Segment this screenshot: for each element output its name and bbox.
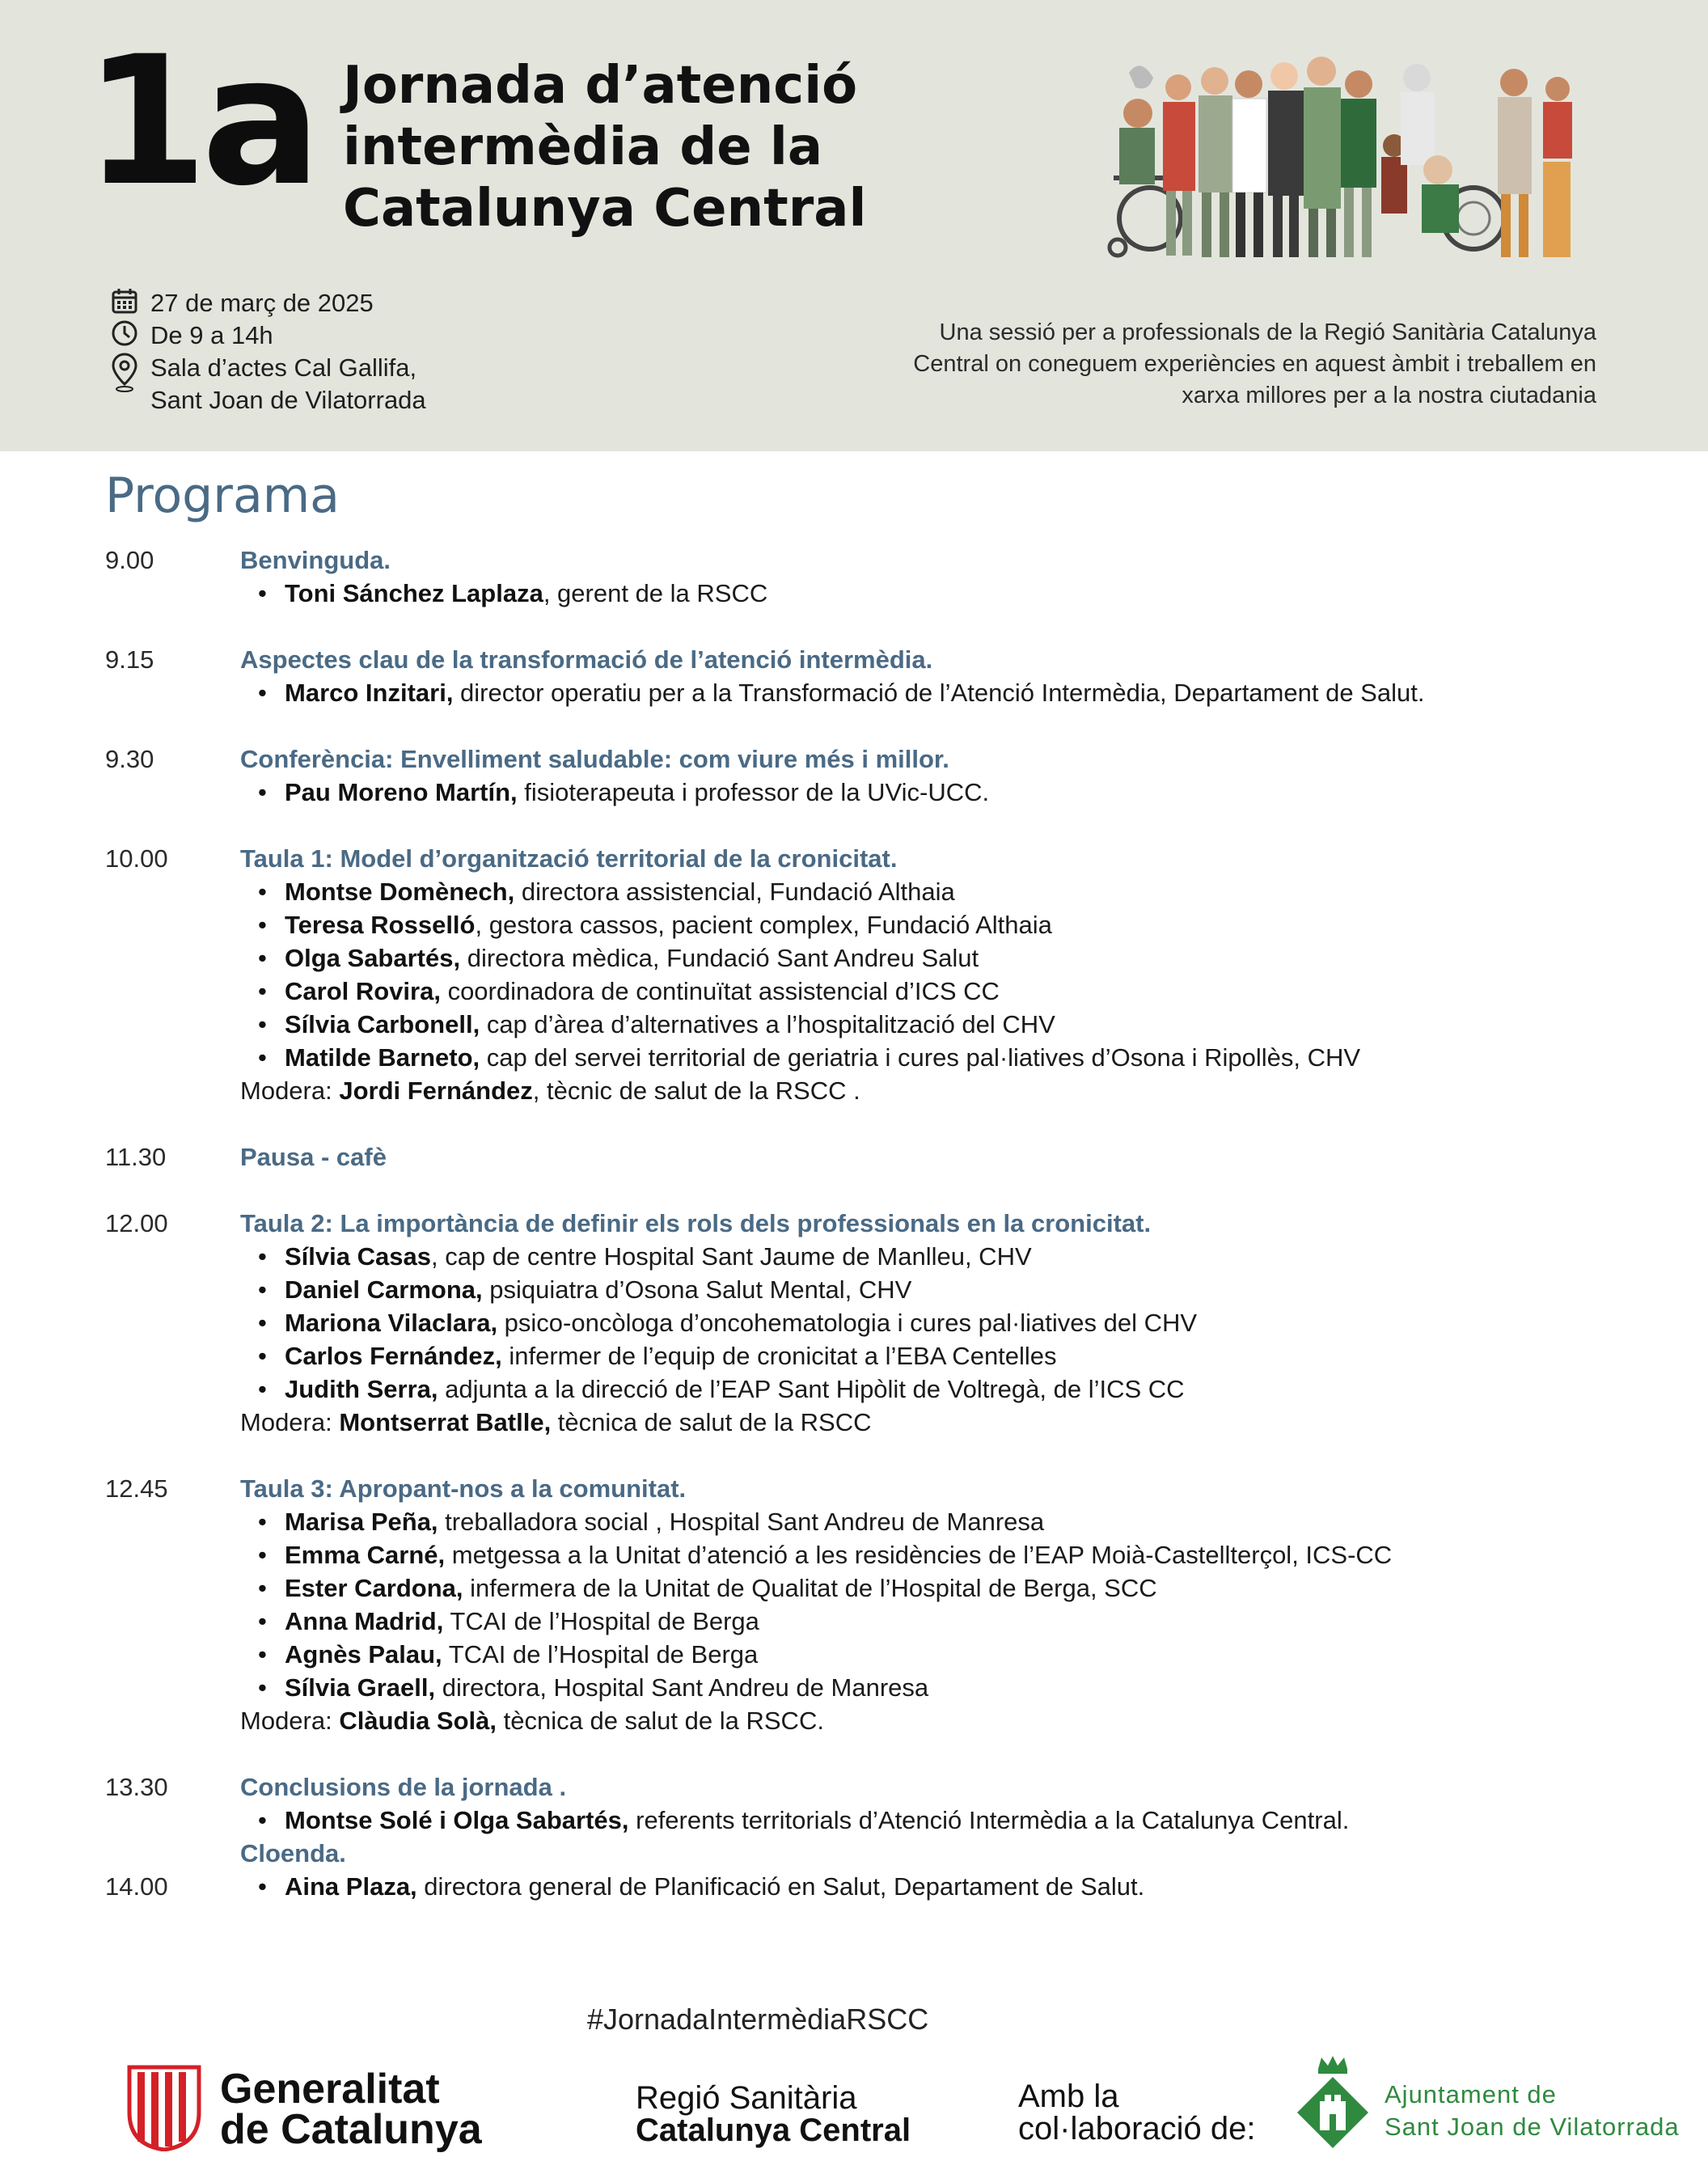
intro-line: Una sessió per a professionals de la Regió Sanitària Catalunya [939, 319, 1596, 345]
speaker-role: coordinadora de continuïtat assistencial d’ICS CC [440, 977, 1000, 1005]
programa-heading: Programa [105, 467, 340, 524]
speaker [240, 1605, 1617, 1638]
speaker-name: Pau Moreno Martín, [285, 778, 518, 806]
item-title: Taula 2: La importància de definir els rols dels professionals en la cronicitat. [240, 1209, 1152, 1237]
item-time: 13.30 [105, 1773, 168, 1801]
program-item [105, 1207, 1617, 1439]
collaboration-line: Amb la [1018, 2079, 1119, 2114]
venue-row [108, 352, 426, 417]
speaker-role: directora general de Planificació en Salut, Departament de Salut. [416, 1872, 1145, 1901]
speaker-name: Judith Serra, [285, 1375, 438, 1403]
speaker-role: infermera de la Unitat de Qualitat de l’Hospital de Berga, SCC [463, 1574, 1157, 1602]
time-row [108, 319, 426, 352]
speaker [240, 577, 1617, 610]
speaker [240, 776, 1617, 809]
generalitat-name [220, 2066, 482, 2153]
item-title: Taula 3: Apropant-nos a la comunitat. [240, 1474, 687, 1503]
speaker-name: Teresa Rosselló [285, 911, 476, 939]
generalitat-logo-icon [126, 2064, 202, 2151]
item-title: Pausa - cafè [240, 1143, 387, 1171]
speaker [240, 975, 1617, 1008]
speaker-role: infermer de l’equip de cronicitat a l’EBA Centelles [501, 1342, 1057, 1370]
event-time: De 9 a 14h [150, 321, 273, 349]
venue-line: Sala d’actes Cal Gallifa, [150, 353, 417, 382]
event-title-line: Catalunya Central [343, 179, 867, 239]
date-row [108, 287, 426, 319]
event-details [108, 287, 426, 417]
speaker [240, 1306, 1617, 1339]
moderator-label: Modera: [240, 1076, 340, 1105]
event-date: 27 de març de 2025 [150, 289, 374, 317]
item-time: 9.30 [105, 745, 154, 773]
ajuntament-name [1385, 2079, 1680, 2143]
people-illustration [1093, 49, 1595, 267]
speaker-role: , gerent de la RSCC [543, 579, 768, 607]
moderator [240, 1074, 1617, 1107]
event-title-line: Jornada d’atenció [343, 56, 858, 116]
speaker-role: adjunta a la direcció de l’EAP Sant Hipòlit de Voltregà, de l’ICS CC [438, 1375, 1185, 1403]
speaker-name: Carol Rovira, [285, 977, 441, 1005]
speaker [240, 1571, 1617, 1605]
program-item [105, 1472, 1617, 1737]
item-title: Cloenda. [240, 1839, 346, 1867]
intro-line: xarxa millores per a la nostra ciutadania [1182, 383, 1596, 408]
moderator-label: Modera: [240, 1707, 340, 1735]
speaker-role: directora, Hospital Sant Andreu de Manresa [435, 1673, 929, 1702]
collaboration-line: col·laboració de: [1018, 2111, 1256, 2147]
footer-logos [0, 2046, 1708, 2174]
item-time: 9.15 [105, 645, 154, 674]
speaker-name: Agnès Palau, [285, 1640, 442, 1669]
speaker [240, 1870, 1617, 1903]
speaker-name: Marco Inzitari, [285, 679, 454, 707]
item-time: 12.00 [105, 1209, 168, 1237]
speaker-role: TCAI de l’Hospital de Berga [443, 1607, 759, 1635]
moderator-role: , tècnic de salut de la RSCC . [532, 1076, 860, 1105]
speaker [240, 1240, 1617, 1273]
speaker-role: psico-oncòloga d’oncohematologia i cures pal·liatives del CHV [497, 1309, 1198, 1337]
event-title-line: intermèdia de la [343, 117, 822, 177]
speaker-name: Montse Domènech, [285, 878, 515, 906]
speaker-name: Montse Solé i Olga Sabartés, [285, 1806, 629, 1834]
speaker-role: director operatiu per a la Transformació de l’Atenció Intermèdia, Departament de Salut. [453, 679, 1425, 707]
intro-text [804, 317, 1596, 412]
intro-line: Central on coneguem experiències en aquest àmbit i treballem en [913, 351, 1596, 377]
speaker-name: Carlos Fernández, [285, 1342, 502, 1370]
speaker-role: , cap de centre Hospital Sant Jaume de Manlleu, CHV [430, 1242, 1032, 1271]
regio-line: Regió Sanitària [636, 2080, 857, 2116]
speaker-role: referents territorials d’Atenció Intermèdia a la Catalunya Central. [628, 1806, 1350, 1834]
item-time: 11.30 [105, 1143, 167, 1171]
speaker-role: treballadora social , Hospital Sant Andreu de Manresa [438, 1508, 1045, 1536]
speaker-role: , gestora cassos, pacient complex, Fundació Althaia [475, 911, 1052, 939]
collaboration-label [1018, 2080, 1256, 2145]
program-item [105, 842, 1617, 1107]
speaker-name: Emma Carné, [285, 1541, 446, 1569]
regio-sanitaria-name [636, 2082, 911, 2147]
item-title: Conferència: Envelliment saludable: com viure més i millor. [240, 745, 949, 773]
generalitat-line: Generalitat [220, 2066, 440, 2113]
item-title: Conclusions de la jornada . [240, 1773, 567, 1801]
speaker [240, 1008, 1617, 1041]
moderator-label: Modera: [240, 1408, 340, 1436]
moderator-name: Jordi Fernández [339, 1076, 533, 1105]
location-pin-icon [108, 352, 141, 383]
header-banner [0, 0, 1708, 451]
speaker [240, 1638, 1617, 1671]
item-time-spacer [105, 1837, 240, 1870]
moderator-role: tècnica de salut de la RSCC. [497, 1707, 824, 1735]
speaker [240, 1804, 1617, 1837]
hashtag: #JornadaIntermèdiaRSCC [587, 2003, 929, 2036]
speaker-role: metgessa a la Unitat d’atenció a les residències de l’EAP Moià-Castellterçol, ICS-CC [445, 1541, 1393, 1569]
speaker-name: Marisa Peña, [285, 1508, 438, 1536]
moderator-name: Montserrat Batlle, [339, 1408, 552, 1436]
speaker-role: directora assistencial, Fundació Althaia [514, 878, 955, 906]
speaker-name: Toni Sánchez Laplaza [285, 579, 543, 607]
event-title [343, 55, 866, 239]
calendar-icon [108, 287, 141, 318]
speaker [240, 1671, 1617, 1704]
program-item [105, 544, 1617, 610]
speaker-role: fisioterapeuta i professor de la UVic-UCC. [517, 778, 990, 806]
speaker-name: Mariona Vilaclara, [285, 1309, 498, 1337]
speaker [240, 1505, 1617, 1538]
ajuntament-line: Ajuntament de [1385, 2080, 1557, 2108]
ajuntament-line: Sant Joan de Vilatorrada [1385, 2113, 1680, 2141]
speaker [240, 875, 1617, 908]
item-time: 10.00 [105, 844, 168, 873]
event-venue [150, 352, 426, 417]
speaker-name: Aina Plaza, [285, 1872, 417, 1901]
program-item [105, 1870, 1617, 1903]
speaker [240, 941, 1617, 975]
speaker-role: cap d’àrea d’alternatives a l’hospitalització del CHV [480, 1010, 1055, 1038]
moderator-name: Clàudia Solà, [339, 1707, 497, 1735]
item-time: 14.00 [105, 1872, 168, 1901]
speaker [240, 1041, 1617, 1074]
speaker-role: psiquiatra d’Osona Salut Mental, CHV [482, 1275, 912, 1304]
speaker-name: Anna Madrid, [285, 1607, 444, 1635]
speaker [240, 1538, 1617, 1571]
moderator-role: tècnica de salut de la RSCC [551, 1408, 872, 1436]
item-time: 9.00 [105, 546, 154, 574]
speaker [240, 1273, 1617, 1306]
item-title: Aspectes clau de la transformació de l’atenció intermèdia. [240, 645, 933, 674]
speaker-role: cap del servei territorial de geriatria i cures pal·liatives d’Osona i Ripollès, CHV [480, 1043, 1361, 1072]
speaker-name: Olga Sabartés, [285, 944, 461, 972]
item-time: 12.45 [105, 1474, 168, 1503]
program-list [105, 544, 1617, 1903]
program-item [105, 643, 1617, 709]
item-title: Benvinguda. [240, 546, 391, 574]
venue-line: Sant Joan de Vilatorrada [150, 386, 426, 414]
speaker-name: Sílvia Carbonell, [285, 1010, 480, 1038]
regio-line: Catalunya Central [636, 2113, 911, 2148]
speaker-name: Sílvia Casas [285, 1242, 431, 1271]
speaker-role: directora mèdica, Fundació Sant Andreu Salut [460, 944, 979, 972]
generalitat-line: de Catalunya [220, 2106, 482, 2153]
speaker [240, 1372, 1617, 1406]
ajuntament-shield-icon [1294, 2054, 1372, 2155]
speaker [240, 908, 1617, 941]
speaker [240, 1339, 1617, 1372]
speaker-name: Ester Cardona, [285, 1574, 463, 1602]
moderator [240, 1704, 1617, 1737]
speaker-name: Daniel Carmona, [285, 1275, 483, 1304]
moderator [240, 1406, 1617, 1439]
speaker-name: Sílvia Graell, [285, 1673, 436, 1702]
program-item [105, 742, 1617, 809]
edition-number: 1a [84, 18, 315, 225]
program-item [105, 1837, 1617, 1870]
speaker-role: TCAI de l’Hospital de Berga [442, 1640, 759, 1669]
program-item [105, 1140, 1617, 1174]
speaker [240, 676, 1617, 709]
item-title: Taula 1: Model d’organització territorial de la cronicitat. [240, 844, 898, 873]
program-item [105, 1770, 1617, 1837]
clock-icon [108, 319, 141, 350]
speaker-name: Matilde Barneto, [285, 1043, 480, 1072]
